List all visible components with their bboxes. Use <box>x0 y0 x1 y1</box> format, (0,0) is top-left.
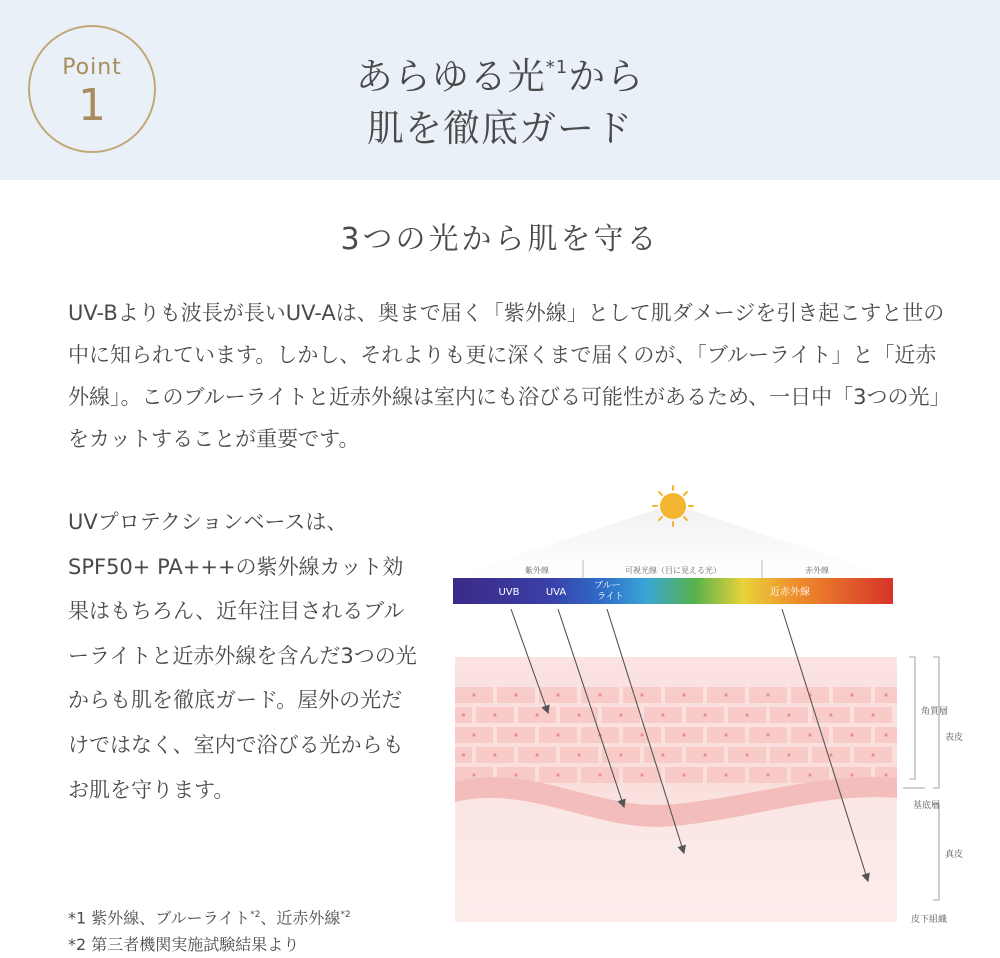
body-paragraph: UVプロテクションベースは、SPF50+ PA+++の紫外線カット効果はもちろん、近年注目されるブルーライトと近赤外線を含んだ3つの光からも肌を徹底ガード。屋外の光だけではなく、室内で浴びる光からもお肌を守ります。 <box>68 510 417 802</box>
cell-nucleus <box>556 693 559 696</box>
footnote-1 <box>68 902 448 931</box>
footnote-1-mark-1: *2 <box>250 910 261 920</box>
footnote-1-text-b: 、近赤外線 <box>260 908 341 928</box>
cell-nucleus <box>472 773 475 776</box>
cell-nucleus <box>493 753 496 756</box>
cell-nucleus <box>514 693 517 696</box>
layer-label-dermis: 真皮 <box>945 850 964 860</box>
cell-nucleus <box>724 773 727 776</box>
cell-nucleus <box>514 773 517 776</box>
cell-nucleus <box>884 693 887 696</box>
layer-label-epidermis: 表皮 <box>945 733 964 743</box>
footnote-1-mark-2: *2 <box>340 910 351 920</box>
cell-nucleus <box>535 753 538 756</box>
cell-nucleus <box>766 693 769 696</box>
cell-nucleus <box>598 693 601 696</box>
cell-nucleus <box>682 733 685 736</box>
intro-paragraph: UV-Bよりも波長が長いUV-Aは、奥まで届く「紫外線」として肌ダメージを引き起こすと世の中に知られています。しかし、それよりも更に深くまで届くのが、「ブルーライト」と「近赤外線」。このブルーライトと近赤外線は室内にも浴びる可能性があるため、一日中「3つの光」をカットすることが重要です。 <box>68 301 945 451</box>
cell-nucleus <box>703 753 706 756</box>
footnote-1-text-a: *1 紫外線、ブルーライト <box>68 908 251 928</box>
cell-nucleus <box>661 713 664 716</box>
cell-nucleus <box>514 733 517 736</box>
cell-nucleus <box>462 753 465 756</box>
cell-nucleus <box>808 733 811 736</box>
cell-nucleus <box>682 693 685 696</box>
cell-nucleus <box>871 753 874 756</box>
cell-nucleus <box>619 713 622 716</box>
cell-nucleus <box>766 773 769 776</box>
cell-nucleus <box>577 713 580 716</box>
layer-label-stratum-corneum <box>921 705 948 717</box>
cell-nucleus <box>745 753 748 756</box>
title-footnote-mark: *1 <box>545 57 569 78</box>
band-uva-label: UVA <box>545 587 567 598</box>
band-nir-label: 近赤外線 <box>770 587 810 598</box>
cell-nucleus <box>577 753 580 756</box>
spectrum-header-visible: 可視光線（目に見える光） <box>625 566 721 575</box>
footnotes <box>68 902 448 958</box>
cell-nucleus <box>640 693 643 696</box>
page-title <box>260 42 740 155</box>
title-line2: 肌を徹底ガード <box>367 107 633 150</box>
section-subtitle: 3つの光から肌を守る <box>340 222 660 257</box>
point-badge-number: 1 <box>78 80 106 131</box>
cell-nucleus <box>462 713 465 716</box>
cell-nucleus <box>556 733 559 736</box>
cell-nucleus <box>850 693 853 696</box>
cell-nucleus <box>829 753 832 756</box>
cell-nucleus <box>884 773 887 776</box>
cell-nucleus <box>724 693 727 696</box>
band-bluelight-label-1: ブルー <box>594 581 621 591</box>
cell-nucleus <box>598 773 601 776</box>
cell-nucleus <box>724 733 727 736</box>
cell-nucleus <box>871 713 874 716</box>
cell-nucleus <box>703 713 706 716</box>
cell-nucleus <box>640 773 643 776</box>
cell-nucleus <box>493 713 496 716</box>
stratum-corneum-text: 角質層 <box>921 707 949 717</box>
cell-nucleus <box>619 753 622 756</box>
cell-nucleus <box>682 773 685 776</box>
cell-nucleus <box>472 733 475 736</box>
title-line1-a: あらゆる光 <box>355 55 546 98</box>
cell-nucleus <box>745 713 748 716</box>
cell-nucleus <box>640 733 643 736</box>
layer-brackets <box>903 657 939 900</box>
cell-nucleus <box>766 733 769 736</box>
footnote-2: *2 第三者機関実施試験結果より <box>68 935 300 955</box>
cell-nucleus <box>884 733 887 736</box>
band-uvb-label: UVB <box>498 587 520 598</box>
cell-nucleus <box>556 773 559 776</box>
spectrum-header-uv: 紫外線 <box>525 566 549 575</box>
spectrum-header-ir: 赤外線 <box>805 566 829 575</box>
point-badge <box>28 25 156 153</box>
cell-nucleus <box>829 713 832 716</box>
cell-nucleus <box>535 713 538 716</box>
cell-nucleus <box>661 753 664 756</box>
band-bluelight-label-2: ライト <box>597 592 624 602</box>
layer-label-basal: 基底層 <box>913 801 941 811</box>
cell-nucleus <box>472 693 475 696</box>
light-penetration-diagram <box>425 482 1000 942</box>
cell-nucleus <box>808 773 811 776</box>
cell-nucleus <box>787 713 790 716</box>
header-band <box>0 0 1000 180</box>
cell-nucleus <box>850 773 853 776</box>
cell-nucleus <box>787 753 790 756</box>
title-line1-b: から <box>568 55 645 98</box>
cell-nucleus <box>850 733 853 736</box>
layer-label-subcutaneous: 皮下組織 <box>911 915 948 925</box>
diagram-svg <box>425 482 1000 942</box>
point-badge-label: Point <box>62 55 122 80</box>
